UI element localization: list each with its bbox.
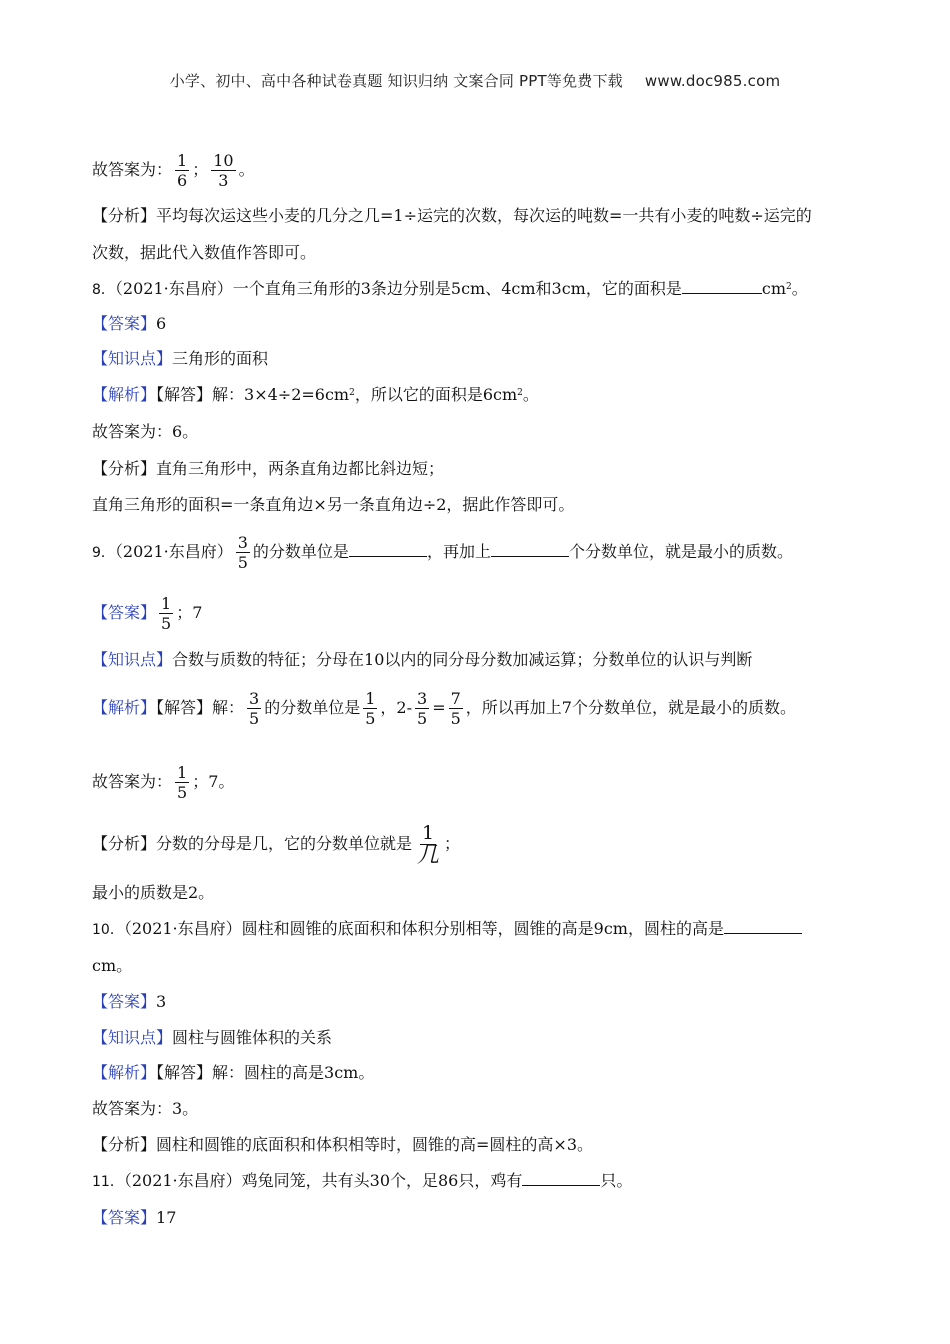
q8-knowledge-point: 【知识点】三角形的面积 <box>92 349 269 368</box>
answer-blank[interactable] <box>724 919 802 934</box>
q10-answer: 【答案】3 <box>92 992 167 1011</box>
fraction: $\frac{3}{5}$ <box>249 689 260 728</box>
fraction: $\frac{1}{6}$ <box>177 151 188 190</box>
q7-final-answer: 故答案为： $\frac{1}{6}$ ； $\frac{10}{3}$ 。 <box>92 151 255 190</box>
fraction: $\frac{3}{5}$ <box>417 689 428 728</box>
q9-answer: 【答案】 $\frac{1}{5}$ ；7 <box>92 594 203 633</box>
q10-knowledge-point: 【知识点】圆柱与圆锥体积的关系 <box>92 1028 333 1047</box>
fraction: $\frac{1}{5}$ <box>177 763 188 802</box>
q7-analysis-2: 次数，据此代入数值作答即可。 <box>92 243 317 262</box>
q11-answer: 【答案】17 <box>92 1208 177 1227</box>
fraction: $\frac{10}{3}$ <box>213 151 234 190</box>
q8-solution: 【解析】【解答】解：$3\times 4\div 2=6cm^2$，所以它的面积是$6cm^2$。 <box>92 385 539 404</box>
q7-analysis-1: 【分析】平均每次运这些小麦的几分之几=1÷运完的次数，每次运的吨数=一共有小麦的吨数÷运完的 <box>92 206 812 225</box>
header-text: 小学、初中、高中各种试卷真题 知识归纳 文案合同 PPT等免费下载 <box>169 72 623 90</box>
q9-analysis-1: 【分析】分数的分母是几，它的分数单位就是 $\frac{1}{\text{几}}$ ； <box>92 822 461 868</box>
answer-blank[interactable] <box>349 542 427 557</box>
q10-final: 故答案为：3。 <box>92 1099 199 1118</box>
page-header <box>0 70 950 91</box>
q8-question: 8．（2021·东昌府）一个直角三角形的3条边分别是5cm、4cm和3cm，它的面积是 $cm^2$。 <box>92 279 808 298</box>
answer-blank[interactable] <box>491 542 569 557</box>
q8-final: 故答案为：6。 <box>92 422 199 441</box>
fraction: $\frac{7}{5}$ <box>450 689 461 728</box>
fraction: $\frac{1}{5}$ <box>161 594 172 633</box>
q9-knowledge-point: 【知识点】合数与质数的特征；分母在10以内的同分母分数加减运算；分数单位的认识与判断 <box>92 650 753 669</box>
q9-question: 9．（2021·东昌府） $\frac{3}{5}$ 的分数单位是 ，再加上 个分数单位，就是最小的质数。 <box>92 533 793 572</box>
header-site: www.doc985.com <box>644 72 781 90</box>
q10-analysis: 【分析】圆柱和圆锥的底面积和体积相等时，圆锥的高=圆柱的高×3。 <box>92 1135 593 1154</box>
answer-blank[interactable] <box>522 1171 600 1186</box>
q10-question-2: cm。 <box>92 956 133 975</box>
q8-analysis-1: 【分析】直角三角形中，两条直角边都比斜边短； <box>92 459 445 478</box>
q10-solution: 【解析】【解答】解：圆柱的高是3cm。 <box>92 1063 375 1082</box>
q9-final: 故答案为： $\frac{1}{5}$ ；7。 <box>92 763 235 802</box>
fraction: $\frac{1}{5}$ <box>365 689 376 728</box>
q9-analysis-2: 最小的质数是2。 <box>92 883 215 902</box>
q11-question: 11．（2021·东昌府）鸡兔同笼，共有头30个，足86只，鸡有 只。 <box>92 1171 633 1190</box>
q8-analysis-2: 直角三角形的面积=一条直角边×另一条直角边÷2，据此作答即可。 <box>92 495 575 514</box>
answer-blank[interactable] <box>682 279 762 294</box>
fraction: $\frac{3}{5}$ <box>237 533 248 572</box>
fraction: $\frac{1}{\text{几}}$ <box>417 822 440 868</box>
q8-answer: 【答案】6 <box>92 314 167 333</box>
q9-solution: 【解析】【解答】解： $\frac{3}{5}$ 的分数单位是 $\frac{1}{5}$ ，2- $\frac{3}{5}$ = $\frac{7}{5}$ ，所以再加上7个分数单位，就是最小的质数。 <box>92 689 796 728</box>
q10-question: 10．（2021·东昌府）圆柱和圆锥的底面积和体积分别相等，圆锥的高是9cm，圆柱的高是 <box>92 918 802 941</box>
